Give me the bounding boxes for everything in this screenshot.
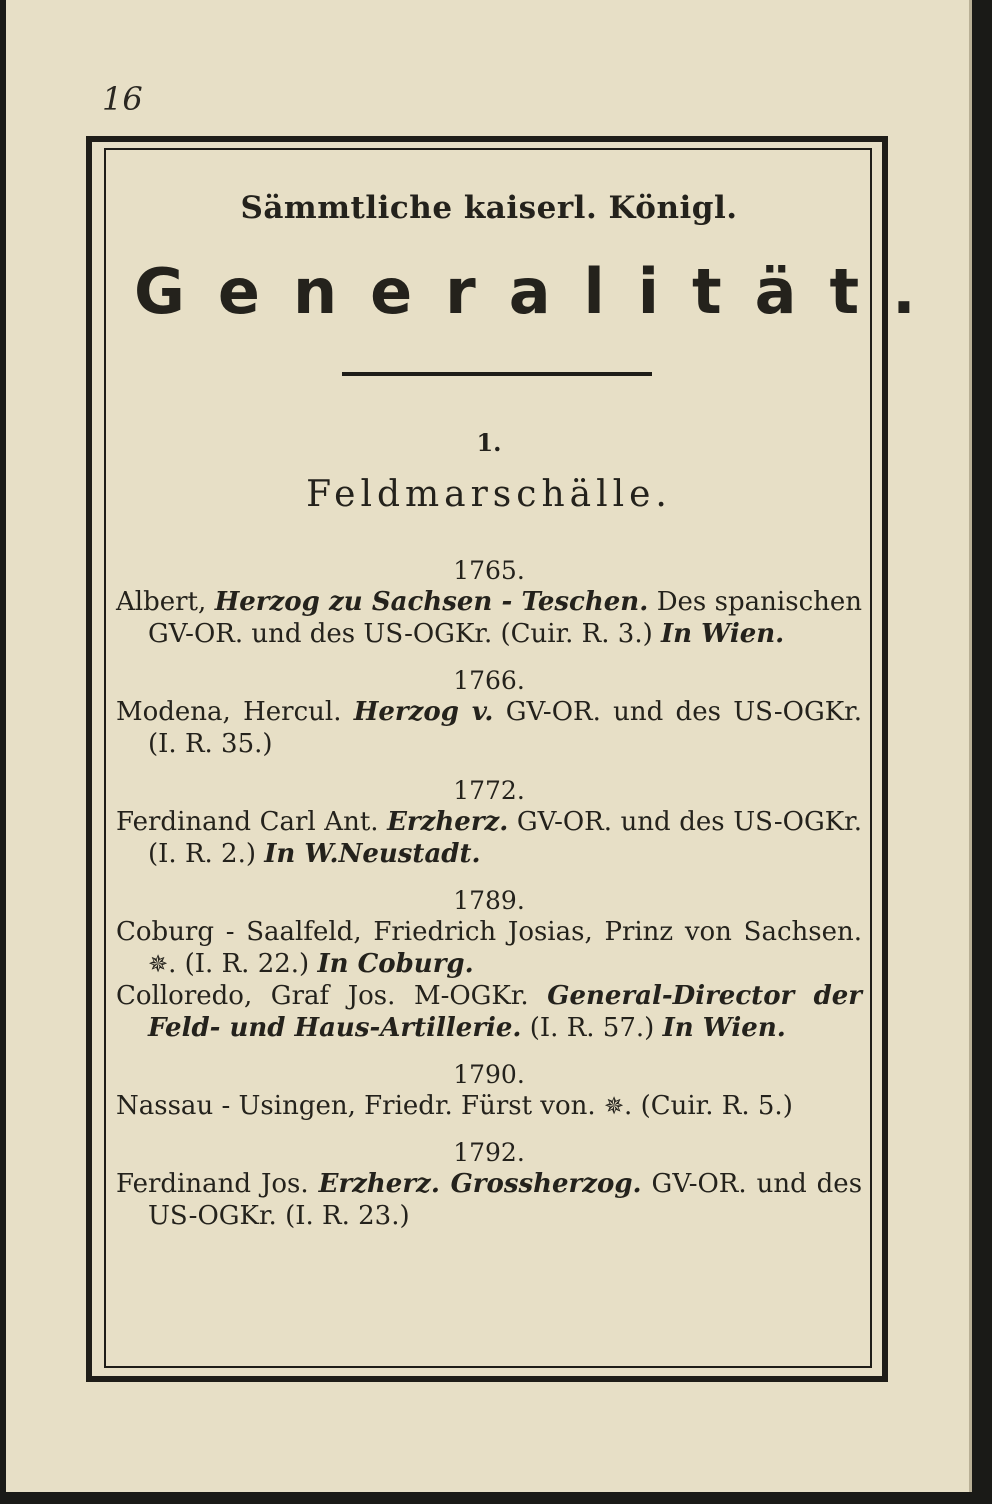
year-heading: 1772. xyxy=(453,776,525,805)
entry-name: Nassau - Usingen, xyxy=(116,1091,356,1121)
title-divider xyxy=(342,372,652,376)
entry-details: (I. R. 57.) xyxy=(529,1013,655,1043)
year-heading: 1792. xyxy=(453,1138,525,1167)
entry-title: General-Director der Feld- und Haus-Artillerie. xyxy=(148,981,863,1043)
entry-details: GV-OR. und des US-OGKr. (I. R. 2.) xyxy=(148,807,862,869)
list-item xyxy=(116,586,862,650)
entry-given-name: Graf Jos. M-OGKr. xyxy=(270,981,529,1011)
section-number: 1. xyxy=(476,428,502,457)
entry-name: Ferdinand xyxy=(116,807,252,837)
entry-details: GV-OR. und des US-OGKr. (I. R. 35.) xyxy=(148,697,863,759)
entry-title: Erzherz. Grossherzog. xyxy=(318,1169,642,1199)
list-item xyxy=(116,806,862,870)
entry-given-name: Hercul. xyxy=(243,697,342,727)
page-edge xyxy=(969,0,972,1492)
entry-name: Colloredo, xyxy=(116,981,253,1011)
list-item xyxy=(116,980,862,1044)
book-page xyxy=(6,0,972,1492)
order-star-icon: ✵ xyxy=(148,950,169,978)
entry-given-name: Friedrich Josias, Prinz von Sachsen. xyxy=(373,917,863,947)
page-content xyxy=(116,160,949,1360)
order-star-icon: ✵ xyxy=(603,1092,625,1120)
year-heading: 1765. xyxy=(453,556,525,585)
entry-title: Erzherz. xyxy=(387,807,509,837)
entry-place: In Wien. xyxy=(662,1013,786,1043)
entry-place: In W.Neustadt. xyxy=(264,839,481,869)
entry-name: Ferdinand xyxy=(116,1169,252,1199)
entry-place: In Wien. xyxy=(661,619,785,649)
year-heading: 1766. xyxy=(453,666,525,695)
year-heading: 1790. xyxy=(453,1060,525,1089)
entry-name: Albert, xyxy=(116,587,207,617)
entry-place: In Coburg. xyxy=(317,949,474,979)
section-title: Feldmarschälle. xyxy=(306,474,672,515)
entry-given-name: Friedr. Fürst von. xyxy=(364,1091,596,1121)
entries-list xyxy=(116,554,862,1232)
year-heading: 1789. xyxy=(453,886,525,915)
entry-name: Coburg - Saalfeld, xyxy=(116,917,362,947)
list-item xyxy=(116,696,862,760)
page-number: 16 xyxy=(102,80,143,118)
list-item xyxy=(116,1090,862,1122)
page-title: Generalität. xyxy=(134,255,949,328)
entry-given-name: Jos. xyxy=(260,1169,309,1199)
entry-details: GV-OR. und des US-OGKr. (I. R. 23.) xyxy=(148,1169,863,1231)
entry-details: . (I. R. 22.) xyxy=(168,949,310,979)
entry-title: Herzog v. xyxy=(353,697,494,727)
list-item xyxy=(116,916,862,980)
list-item xyxy=(116,1168,862,1232)
entry-given-name: Carl Ant. xyxy=(259,807,379,837)
entry-name: Modena, xyxy=(116,697,231,727)
entry-title: Herzog zu Sachsen - Teschen. xyxy=(214,587,649,617)
page-subtitle: Sämmtliche kaiserl. Königl. xyxy=(240,190,738,226)
entry-details: . (Cuir. R. 5.) xyxy=(624,1091,793,1121)
entry-details: Des spanischen GV-OR. und des US-OGKr. (Cuir. R. 3.) xyxy=(148,587,863,649)
